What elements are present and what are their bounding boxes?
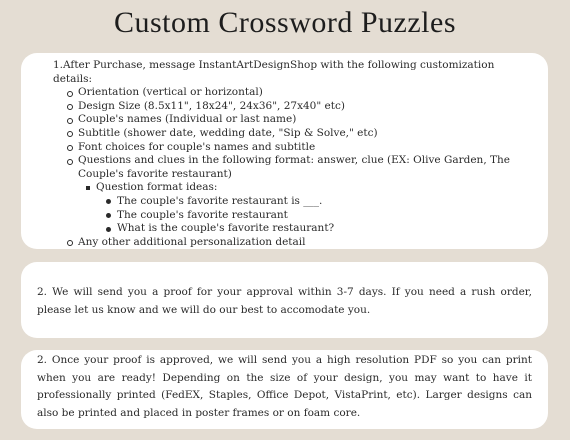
list-item: Orientation (vertical or horizontal) bbox=[67, 86, 528, 100]
question-format-list bbox=[78, 181, 528, 235]
list-item-text: Questions and clues in the following format: answer, clue (EX: Olive Garden, The Couple's favorite restaurant) bbox=[78, 154, 510, 180]
question-format-label: Question format ideas: bbox=[96, 181, 218, 194]
step-1-card bbox=[21, 53, 548, 249]
step-2-text: 2. We will send you a proof for your approval within 3-7 days. If you need a rush order, please let us know and we will do our best to accomodate you. bbox=[37, 286, 532, 316]
step-1-number: 1. bbox=[53, 59, 64, 71]
list-item: Design Size (8.5x11", 18x24", 24x36", 27x40" etc) bbox=[67, 100, 528, 114]
list-item: Font choices for couple's names and subtitle bbox=[67, 141, 528, 155]
step-2-card bbox=[21, 262, 548, 338]
step-1-heading bbox=[53, 59, 528, 86]
list-item: The couple's favorite restaurant is ___. bbox=[106, 195, 528, 209]
list-item bbox=[67, 154, 528, 236]
list-item: What is the couple's favorite restaurant? bbox=[106, 222, 528, 236]
customization-list bbox=[53, 86, 528, 249]
question-examples-list bbox=[96, 195, 528, 236]
list-item: Any other additional personalization detail bbox=[67, 236, 528, 250]
step-1-heading-text: After Purchase, message InstantArtDesignShop with the following customization details: bbox=[53, 59, 495, 85]
list-item: Couple's names (Individual or last name) bbox=[67, 113, 528, 127]
list-item: Subtitle (shower date, wedding date, "Sip & Solve," etc) bbox=[67, 127, 528, 141]
list-item: The couple's favorite restaurant bbox=[106, 209, 528, 223]
step-3-text: 2. Once your proof is approved, we will send you a high resolution PDF so you can print when you are ready! Depending on the size of your design, you may want to have it professionally printed (FedEX, Staples, Office Depot, VistaPrint, etc). Larger designs can also be printed and placed in poster frames or on foam core. bbox=[37, 354, 532, 419]
list-item bbox=[86, 181, 528, 235]
page-title: Custom Crossword Puzzles bbox=[114, 6, 456, 39]
step-3-card bbox=[21, 350, 548, 429]
